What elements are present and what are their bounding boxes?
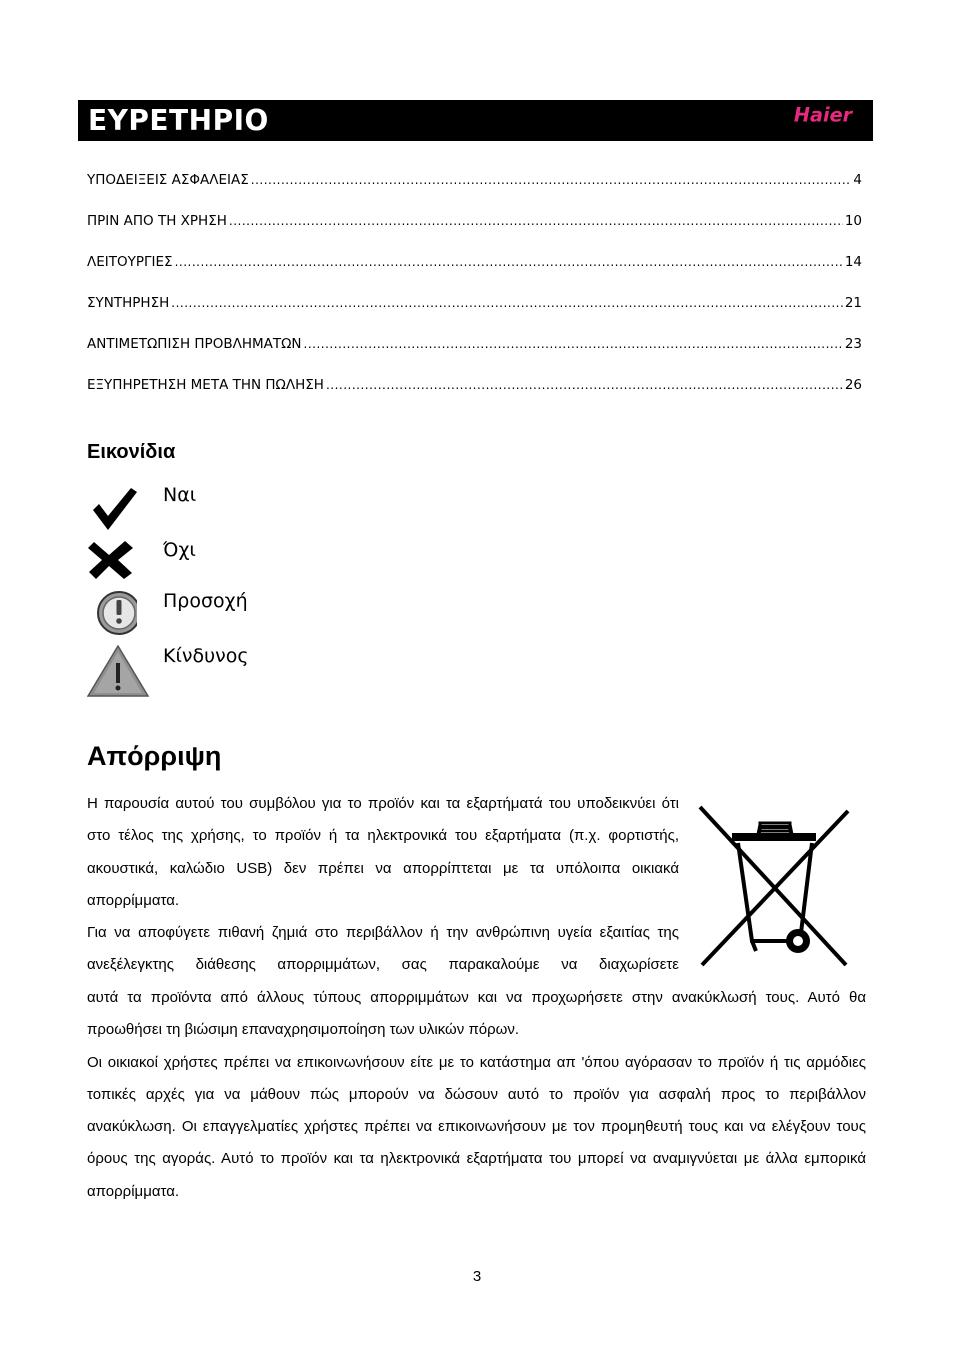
- icon-label: Κίνδυνος: [163, 645, 249, 667]
- toc-leader: [229, 214, 843, 228]
- toc-leader: [171, 296, 843, 310]
- toc-leader: [304, 337, 843, 351]
- disposal-heading: Απόρριψη: [87, 741, 222, 771]
- toc-row[interactable]: [87, 254, 862, 295]
- icon-legend-caution: [87, 590, 487, 645]
- toc-title: ΠΡΙΝ ΑΠΟ ΤΗ ΧΡΗΣΗ: [87, 213, 227, 229]
- toc-title: ΥΠΟΔΕΙΞΕΙΣ ΑΣΦΑΛΕΙΑΣ: [87, 172, 249, 188]
- checkmark-icon: [87, 484, 137, 532]
- caution-icon: [87, 590, 137, 640]
- toc-page: 21: [844, 295, 862, 311]
- icon-legend-no: [87, 539, 487, 594]
- toc-page: 26: [844, 377, 862, 393]
- paragraph: Οι οικιακοί χρήστες πρέπει να επικοινωνήσουν είτε με το κατάστημα απ 'όπου αγόρασαν το προϊόν ή τις αρμόδιες τοπικές αρχές για να μάθουν πώς μπορούν να δώσουν αυτό το προϊόν για ασφαλή προς το περιβάλλον ανακύκλωση. Οι επαγγελματίες χρήστες πρέπει να επικοινωνήσουν με τον προμηθευτή τους και να ελέγξουν τους όρους της αγοράς. Αυτό το προϊόν και τα ηλεκτρονικά εξαρτήματα του μπορεί να αναμιγνύεται με άλλα εμπορικά απορρίμματα.: [87, 1053, 866, 1200]
- toc-leader: [251, 173, 852, 187]
- disposal-text-wide: [87, 982, 866, 1208]
- page-number: 3: [472, 1268, 482, 1285]
- paragraph: αυτά τα προϊόντα από άλλους τύπους απορριμμάτων και να προχωρήσετε στην ανακύκλωσή τους. Αυτό θα προωθήσει τη βιώσιμη επαναχρησιμοποίηση των υλικών πόρων.: [87, 989, 866, 1039]
- toc-page: 14: [844, 254, 862, 270]
- warning-triangle-icon: [87, 645, 151, 699]
- toc-title: ΕΞΥΠΗΡΕΤΗΣΗ ΜΕΤΑ ΤΗΝ ΠΩΛΗΣΗ: [87, 377, 324, 393]
- toc-page: 10: [844, 213, 862, 229]
- toc-leader: [175, 255, 843, 269]
- paragraph: Για να αποφύγετε πιθανή ζημιά στο περιβάλλον ή την ανθρώπινη υγεία εξαιτίας της ανεξέλεγκτης διάθεσης απορριμμάτων, σας παρακαλούμε να διαχωρίσετε: [87, 924, 679, 974]
- toc-leader: [326, 378, 843, 392]
- table-of-contents: [87, 172, 862, 418]
- icons-heading: Εικονίδια: [87, 441, 176, 463]
- icon-label: Προσοχή: [163, 590, 248, 612]
- cross-icon: [87, 539, 137, 581]
- icon-legend-yes: [87, 484, 487, 539]
- haier-logo: [791, 103, 861, 125]
- page-title: ΕΥΡΕΤΗΡΙΟ: [88, 104, 269, 137]
- header-bar: [78, 100, 873, 141]
- crossed-out-wheelie-bin-icon: [698, 805, 850, 969]
- toc-title: ΑΝΤΙΜΕΤΩΠΙΣΗ ΠΡΟΒΛΗΜΑΤΩΝ: [87, 336, 302, 352]
- toc-title: ΛΕΙΤΟΥΡΓΙΕΣ: [87, 254, 173, 270]
- toc-row[interactable]: [87, 377, 862, 418]
- toc-row[interactable]: [87, 172, 862, 213]
- toc-row[interactable]: [87, 213, 862, 254]
- icon-label: Όχι: [163, 539, 196, 561]
- brand-text: Haier: [793, 103, 853, 125]
- icon-label: Ναι: [163, 484, 197, 506]
- toc-title: ΣΥΝΤΗΡΗΣΗ: [87, 295, 170, 311]
- disposal-text-narrow: [87, 788, 679, 982]
- toc-row[interactable]: [87, 336, 862, 377]
- paragraph: Η παρουσία αυτού του συμβόλου για το προϊόν και τα εξαρτήματά του υποδεικνύει ότι στο τέλος της χρήσης, το προϊόν ή τα ηλεκτρονικά του εξαρτήματα (π.χ. φορτιστής, ακουστικά, καλώδιο USB) δεν πρέπει να απορρίπτεται με τα υπόλοιπα οικιακά απορρίμματα.: [87, 795, 679, 909]
- toc-page: 4: [853, 172, 862, 188]
- toc-page: 23: [844, 336, 862, 352]
- icon-legend-danger: [87, 645, 487, 700]
- toc-row[interactable]: [87, 295, 862, 336]
